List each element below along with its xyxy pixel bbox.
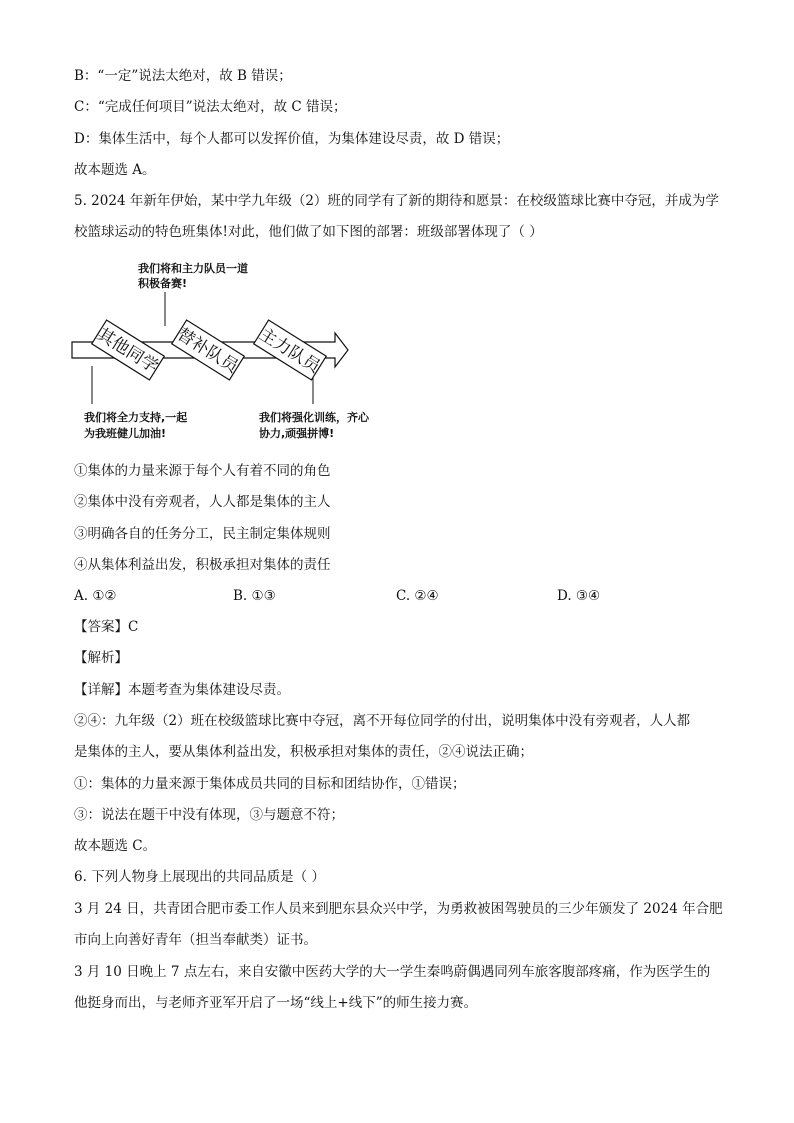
answer-label: 【答案】C	[74, 619, 139, 635]
question-5-line-1: 5. 2024 年新年伊始，某中学九年级（2）班的同学有了新的期待和愿景：在校级篮球比赛中夺冠，并成为学	[74, 193, 719, 209]
line-d-error: D：集体生活中，每个人都可以发挥价值，为集体建设尽责，故 D 错误；	[74, 131, 510, 147]
detail-para-1-line-2: 是集体的主人，要从集体利益出发，积极承担对集体的责任，②④说法正确；	[74, 744, 533, 760]
box-other-students	[92, 320, 165, 380]
box-main-players	[254, 320, 328, 381]
question-6: 6. 下列人物身上展现出的共同品质是（ ）	[74, 869, 325, 885]
deployment-diagram	[70, 254, 410, 444]
detail-para-3: ③：说法在题干中没有体现，③与题意不符；	[74, 807, 344, 823]
detail-para-1-line-1: ②④：九年级（2）班在校级篮球比赛中夺冠，离不开每位同学的付出，说明集体中没有旁观者，人人都	[74, 713, 691, 729]
detail-line: 【详解】本题考查为集体建设尽责。	[74, 682, 290, 698]
passage-1-line-2: 市向上向善好青年（担当奉献类）证书。	[74, 932, 317, 948]
question-5-line-2: 校篮球运动的特色班集体!对此，他们做了如下图的部署：班级部署体现了（ ）	[74, 224, 543, 240]
right-caption-2: 协力,顽强拼博!	[259, 427, 335, 440]
statement-2: ②集体中没有旁观者，人人都是集体的主人	[74, 494, 331, 510]
detail-para-2: ①：集体的力量来源于集体成员共同的目标和团结协作，①错误；	[74, 776, 466, 792]
right-caption-1: 我们将强化训练，齐心	[259, 411, 369, 424]
top-caption-2: 积极备赛!	[138, 277, 188, 290]
box-main-players-label: 主力队员	[255, 324, 324, 378]
left-caption-2: 为我班健儿加油!	[84, 427, 167, 440]
passage-2-line-2: 他挺身而出，与老师齐亚军开启了一场“线上+线下”的师生接力赛。	[74, 995, 478, 1011]
top-caption-1: 我们将和主力队员一道	[138, 262, 248, 275]
box-other-students-label: 其他同学	[93, 324, 162, 378]
option-d: D. ③④	[557, 588, 601, 604]
line-choose-c: 故本题选 C。	[74, 838, 157, 854]
passage-2-line-1: 3 月 10 日晚上 7 点左右，来自安徽中医药大学的大一学生秦鸣蔚偶遇同列车旅客腹部疼痛，作为医学生的	[74, 964, 711, 980]
line-c-error: C：“完成任何项目”说法太绝对，故 C 错误；	[74, 99, 347, 115]
line-choose-a: 故本题选 A。	[74, 162, 156, 178]
option-b: B. ①③	[233, 588, 276, 604]
passage-1-line-1: 3 月 24 日，共青团合肥市委工作人员来到肥东县众兴中学，为勇救被困驾驶员的三少年颁发了 2024 年合肥	[74, 901, 723, 917]
box-substitutes-label: 替补队员	[173, 324, 242, 378]
option-a: A. ①②	[74, 588, 117, 604]
statement-1: ①集体的力量来源于每个人有着不同的角色	[74, 463, 331, 479]
analysis-label: 【解析】	[74, 650, 128, 666]
left-caption-1: 我们将全力支持,一起	[84, 411, 188, 424]
statement-4: ④从集体利益出发，积极承担对集体的责任	[74, 557, 331, 573]
statement-3: ③明确各自的任务分工，民主制定集体规则	[74, 526, 331, 542]
option-c: C. ②④	[396, 588, 439, 604]
box-substitutes	[172, 320, 246, 381]
line-b-error: B：“一定”说法太绝对，故 B 错误；	[74, 68, 292, 84]
